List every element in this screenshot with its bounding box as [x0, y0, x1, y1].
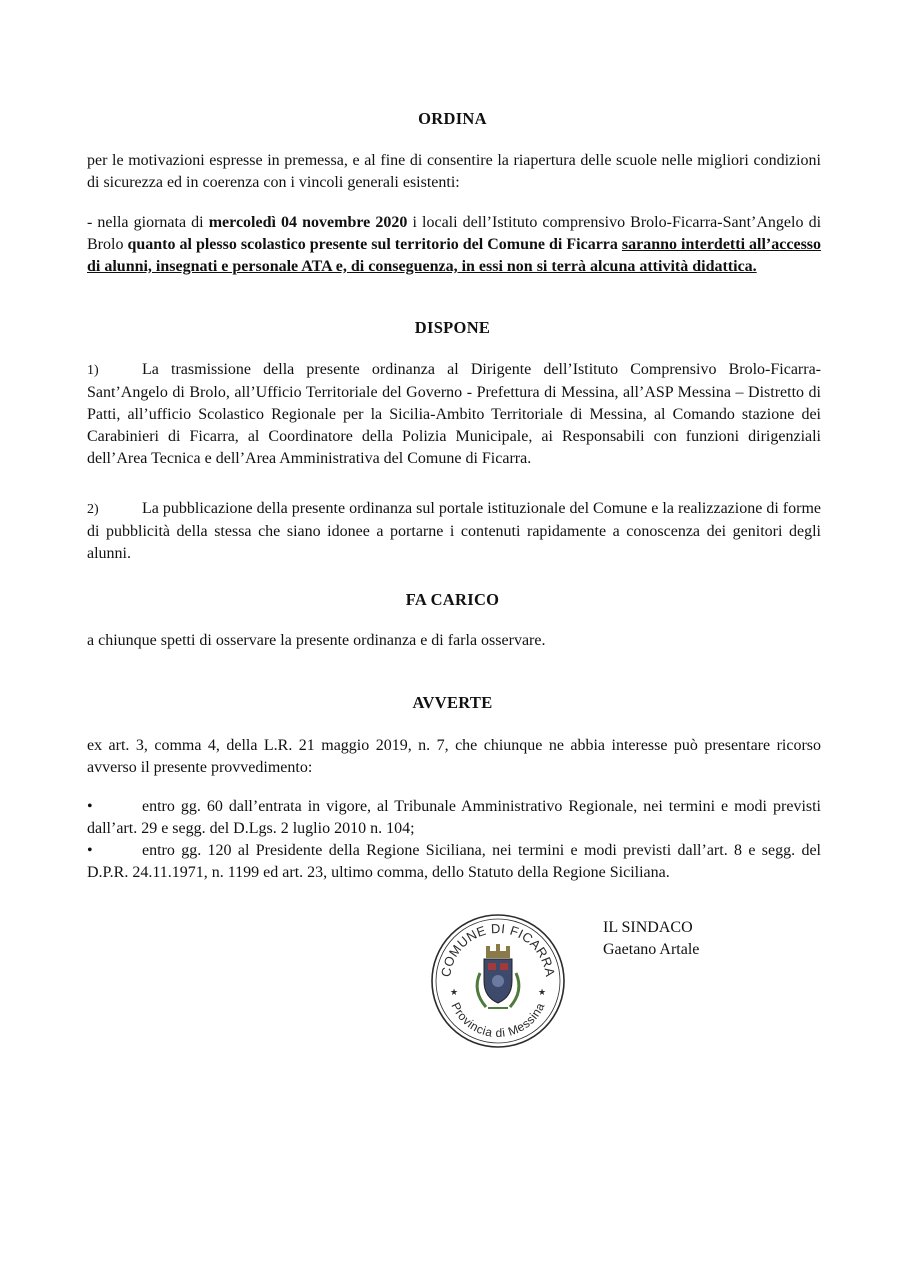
ordina-intro	[87, 150, 821, 194]
order-text-2: i locali dell’Istituto comprensivo Brolo-Ficarra-Sant’Angelo di Brolo	[87, 214, 822, 253]
signature-block	[603, 917, 699, 961]
avverte-bullet-text: entro gg. 60 dall’entrata in vigore, al Tribunale Amministrativo Regionale, nei termini e modi previsti dall’art. 29 e segg. del D.Lgs. 2 luglio 2010 n. 104;	[87, 798, 821, 837]
dispone-item-number: 2)	[87, 502, 99, 517]
heading-avverte: AVVERTE	[412, 693, 493, 712]
svg-text:★: ★	[538, 988, 547, 998]
avverte-bullet-2	[87, 840, 821, 884]
order-date: mercoledì 04 novembre 2020	[208, 214, 408, 231]
ordina-intro-text: per le motivazioni espresse in premessa, e al fine di consentire la riapertura delle scuole nelle migliori condizioni di sicurezza ed in coerenza con i vincoli generali esistenti:	[87, 152, 821, 191]
signature-name: Gaetano Artale	[603, 941, 700, 958]
fa-carico-text: a chiunque spetti di osservare la presente ordinanza e di farla osservare.	[87, 632, 546, 649]
ordina-order-paragraph	[87, 212, 821, 278]
avverte-intro	[87, 735, 821, 779]
heading-fa-carico: FA CARICO	[405, 590, 500, 609]
avverte-bullet-text: entro gg. 120 al Presidente della Regione Siciliana, nei termini e modi previsti dall’art. 8 e segg. del D.P.R. 24.11.1971, n. 1199 ed art. 23, ultimo comma, dello Statuto della Regione Siciliana.	[87, 842, 821, 881]
avverte-bullet-1	[87, 796, 821, 840]
svg-text:★: ★	[450, 988, 459, 998]
order-plesso: quanto al plesso scolastico presente sul territorio del Comune di Ficarra	[127, 236, 618, 253]
dispone-item-1	[87, 359, 821, 470]
dispone-item-2	[87, 498, 821, 565]
svg-text:Provincia di Messina	[448, 1000, 547, 1040]
seal-top-text: COMUNE DI FICARRA	[438, 920, 558, 979]
dispone-item-text: La pubblicazione della presente ordinanza sul portale istituzionale del Comune e la realizzazione di forme di pubblicità della stessa che siano idonee a portarne i contenuti rapidamente a conoscenza dei genitori degli alunni.	[87, 500, 821, 562]
signature-role: IL SINDACO	[603, 919, 693, 936]
dispone-item-text: La trasmissione della presente ordinanza al Dirigente dell’Istituto Comprensivo Brolo-Ficarra-Sant’Angelo di Brolo, all’Ufficio Territoriale del Governo - Prefettura di Messina, all’ASP Messina – Distretto di Patti, all’ufficio Scolastico Regionale per la Sicilia-Ambito Territoriale di Messina, al Comando stazione dei Carabinieri di Ficarra, al Coordinatore della Polizia Municipale, ai Responsabili con funzioni dirigenziali dell’Area Tecnica e dell’Area Amministrativa del Comune di Ficarra.	[87, 361, 821, 467]
seal-bottom-text: Provincia di Messina	[448, 1000, 548, 1041]
bullet-icon: •	[87, 798, 93, 815]
bullet-icon: •	[87, 842, 93, 859]
avverte-intro-text: ex art. 3, comma 4, della L.R. 21 maggio 2019, n. 7, che chiunque ne abbia interesse può presentare ricorso avverso il presente provvedimento:	[87, 737, 821, 776]
heading-ordina: ORDINA	[418, 109, 487, 128]
seal-icon	[428, 911, 568, 1051]
heading-dispone: DISPONE	[414, 318, 491, 337]
order-text-1: - nella giornata di	[87, 214, 209, 231]
municipal-seal	[428, 911, 568, 1051]
order-interdiction: saranno interdetti all’accesso di alunni, insegnati e personale ATA e, di conseguenza, in essi non si terrà alcuna attività didattica.	[87, 236, 822, 275]
dispone-item-number: 1)	[87, 363, 99, 378]
ordina-order-text	[87, 212, 821, 278]
